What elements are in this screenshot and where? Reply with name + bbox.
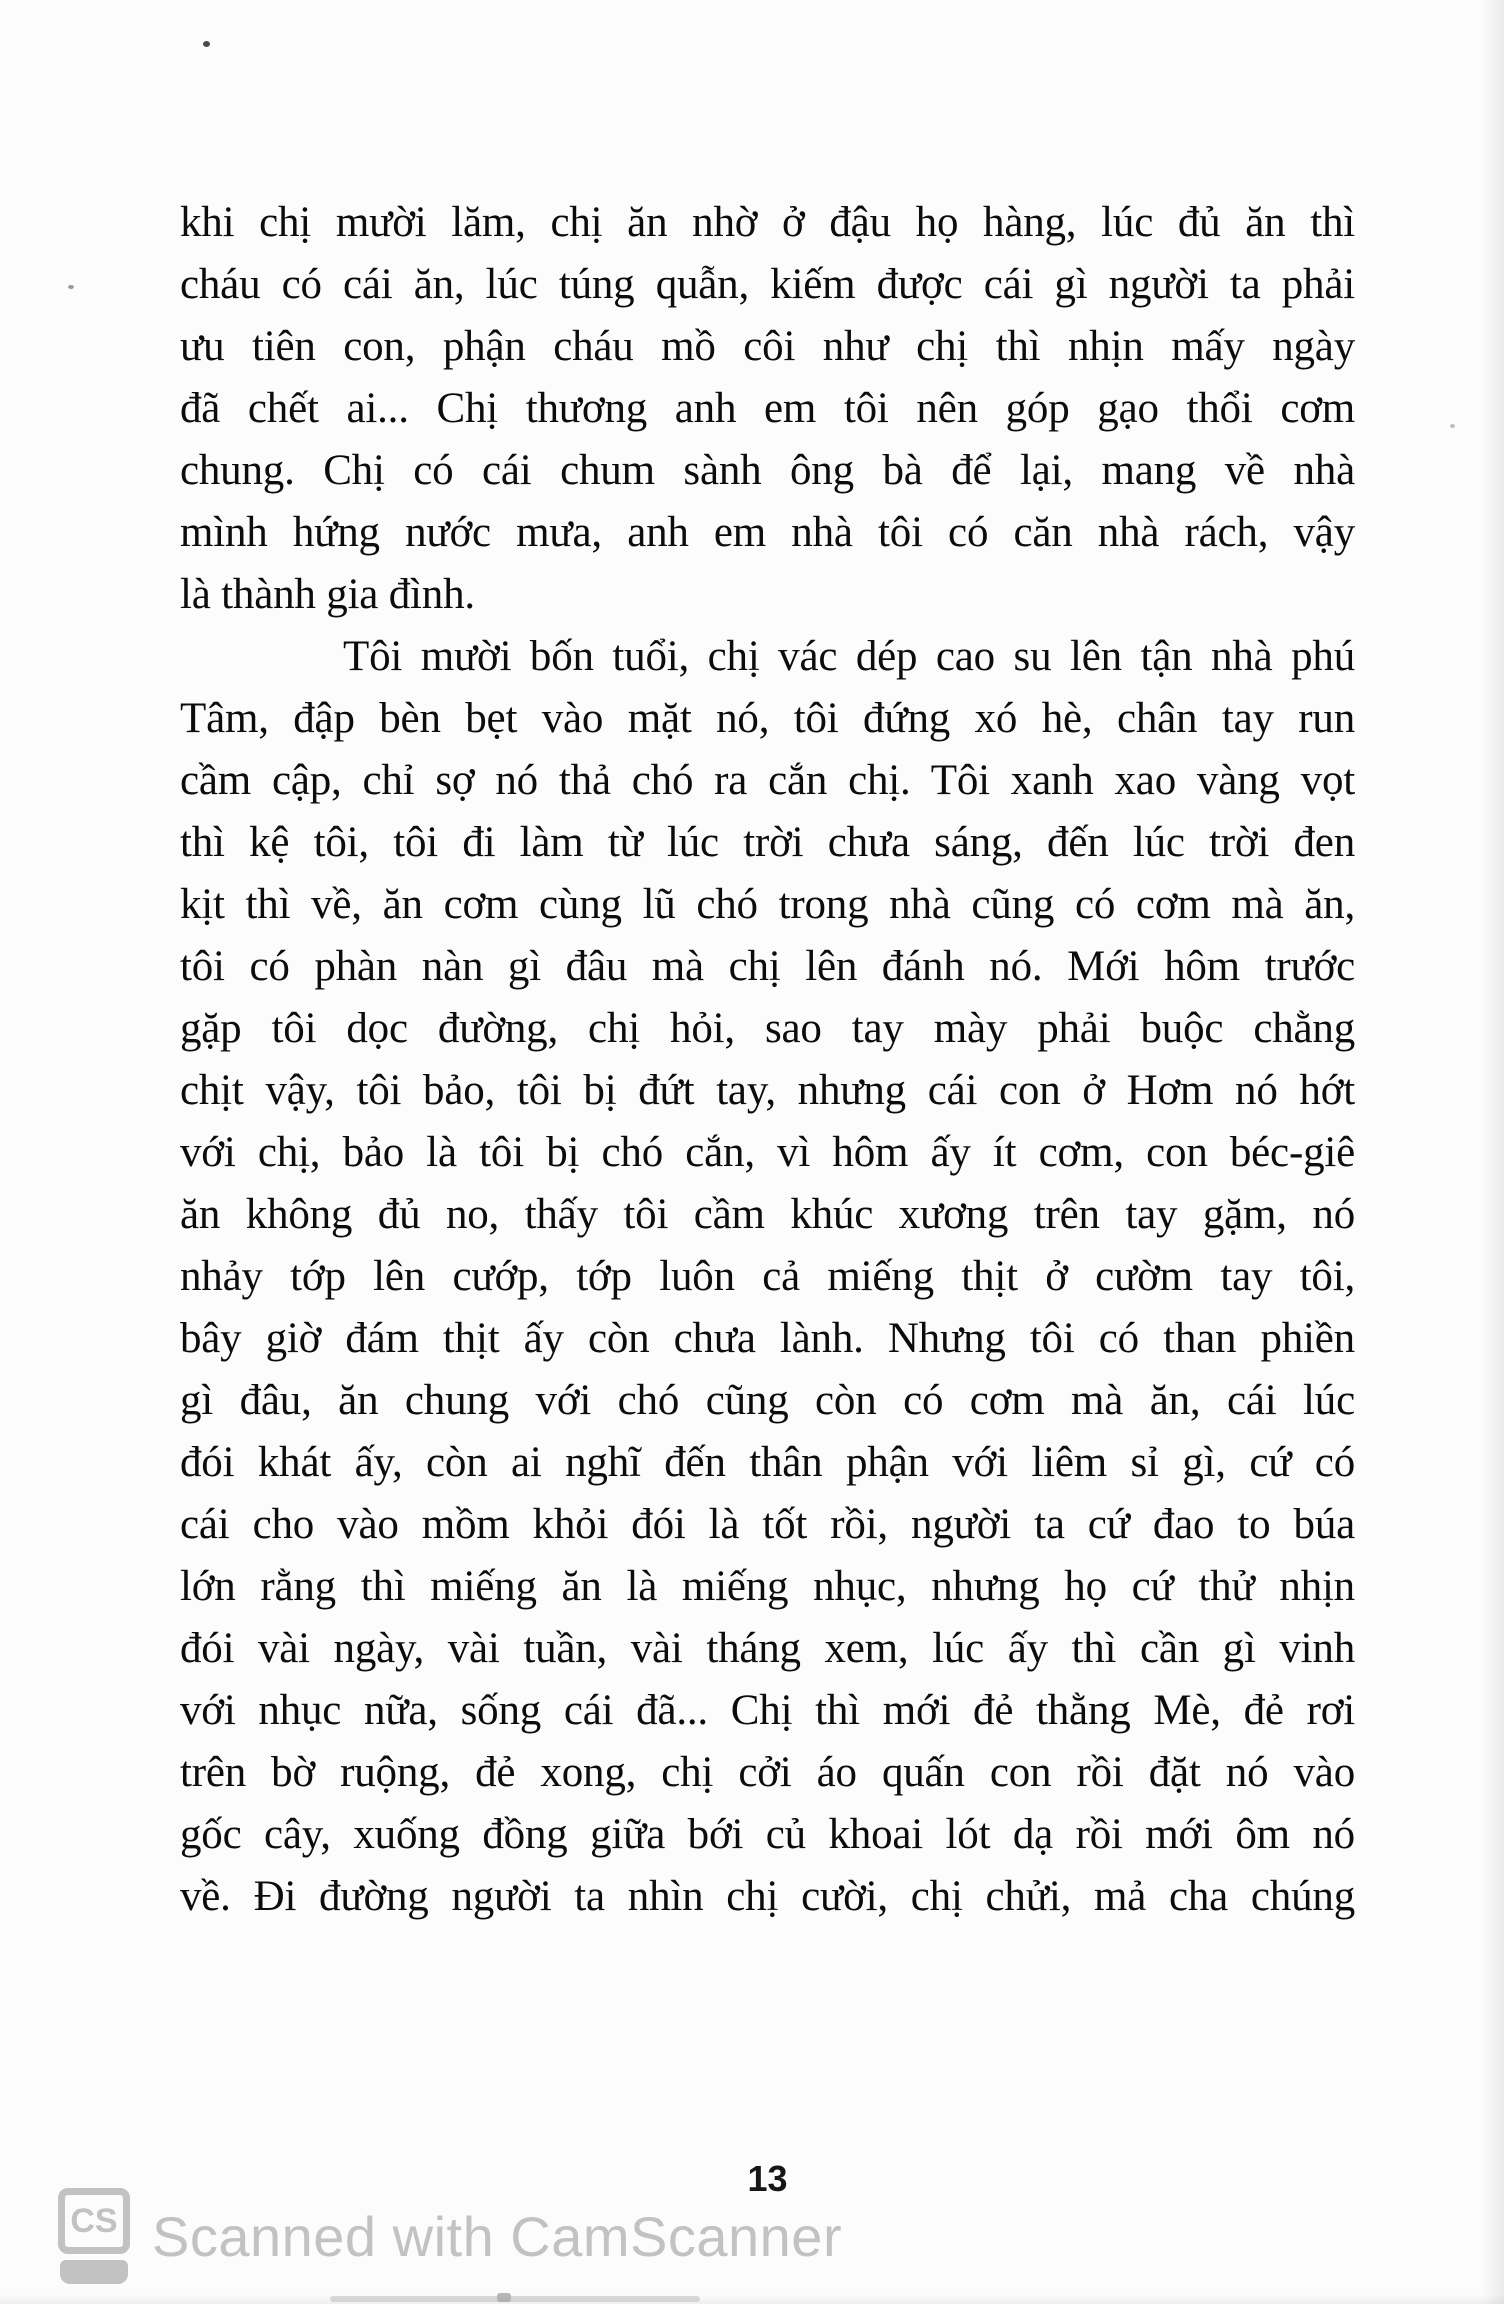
text-line: với nhục nữa, sống cái đã... Chị thì mới đẻ thằng Mè, đẻ rơi <box>180 1687 1355 1734</box>
text-line: chung. Chị có cái chum sành ông bà để lại, mang về nhà <box>180 447 1355 494</box>
paragraph <box>180 626 1355 1928</box>
camscanner-icon-letters: CS <box>58 2188 130 2254</box>
scan-smudge <box>497 2293 511 2302</box>
text-line: ăn không đủ no, thấy tôi cầm khúc xương trên tay gặm, nó <box>180 1191 1355 1238</box>
text-line: gì đâu, ăn chung với chó cũng còn có cơm mà ăn, cái lúc <box>180 1377 1355 1424</box>
text-line: cháu có cái ăn, lúc túng quẫn, kiếm được cái gì người ta phải <box>180 261 1355 308</box>
text-line: cái cho vào mồm khỏi đói là tốt rồi, người ta cứ đao to búa <box>180 1501 1355 1548</box>
text-line: thì kệ tôi, tôi đi làm từ lúc trời chưa sáng, đến lúc trời đen <box>180 819 1355 866</box>
text-line: đói vài ngày, vài tuần, vài tháng xem, lúc ấy thì cần gì vinh <box>180 1625 1355 1672</box>
text-line: khi chị mười lăm, chị ăn nhờ ở đậu họ hàng, lúc đủ ăn thì <box>180 199 1355 246</box>
scan-edge-shading <box>0 2294 1504 2304</box>
text-line: tôi có phàn nàn gì đâu mà chị lên đánh nó. Mới hôm trước <box>180 943 1355 990</box>
text-line: kịt thì về, ăn cơm cùng lũ chó trong nhà cũng có cơm mà ăn, <box>180 881 1355 928</box>
text-line: chịt vậy, tôi bảo, tôi bị đứt tay, nhưng cái con ở Hơm nó hớt <box>180 1067 1355 1114</box>
text-line: trên bờ ruộng, đẻ xong, chị cởi áo quấn con rồi đặt nó vào <box>180 1749 1355 1796</box>
scan-speck <box>203 41 210 47</box>
text-line: về. Đi đường người ta nhìn chị cười, chị chửi, mả cha chúng <box>180 1873 1355 1920</box>
camscanner-watermark <box>58 2186 842 2286</box>
text-line: mình hứng nước mưa, anh em nhà tôi có căn nhà rách, vậy <box>180 509 1355 556</box>
scan-edge-shading <box>1482 0 1504 2304</box>
page-number: 13 <box>747 2158 788 2199</box>
body-text <box>180 192 1355 1928</box>
scan-smudge <box>330 2296 700 2302</box>
text-line: bây giờ đám thịt ấy còn chưa lành. Nhưng tôi có than phiền <box>180 1315 1355 1362</box>
text-line: cầm cập, chỉ sợ nó thả chó ra cắn chị. Tôi xanh xao vàng vọt <box>180 757 1355 804</box>
text-line: ưu tiên con, phận cháu mồ côi như chị thì nhịn mấy ngày <box>180 323 1355 370</box>
scan-speck <box>68 285 74 289</box>
text-line: Tôi mười bốn tuổi, chị vác dép cao su lên tận nhà phú <box>343 633 1355 680</box>
watermark-label: Scanned with CamScanner <box>152 2204 843 2268</box>
text-line: đã chết ai... Chị thương anh em tôi nên góp gạo thổi cơm <box>180 385 1355 432</box>
text-line: là thành gia đình. <box>180 571 475 618</box>
text-line: Tâm, đập bèn bẹt vào mặt nó, tôi đứng xó hè, chân tay run <box>180 695 1355 742</box>
text-line: đói khát ấy, còn ai nghĩ đến thân phận với liêm sỉ gì, cứ có <box>180 1439 1355 1486</box>
text-line: với chị, bảo là tôi bị chó cắn, vì hôm ấy ít cơm, con béc-giê <box>180 1129 1355 1176</box>
text-line: gốc cây, xuống đồng giữa bới củ khoai lót dạ rồi mới ôm nó <box>180 1811 1355 1858</box>
camscanner-icon <box>58 2188 130 2284</box>
scan-speck <box>1450 424 1455 428</box>
text-line: nhảy tớp lên cướp, tớp luôn cả miếng thịt ở cườm tay tôi, <box>180 1253 1355 1300</box>
text-line: gặp tôi dọc đường, chị hỏi, sao tay mày phải buộc chằng <box>180 1005 1355 1052</box>
text-line: lớn rằng thì miếng ăn là miếng nhục, nhưng họ cứ thử nhịn <box>180 1563 1355 1610</box>
paragraph <box>180 192 1355 626</box>
camscanner-icon-base <box>60 2260 128 2284</box>
